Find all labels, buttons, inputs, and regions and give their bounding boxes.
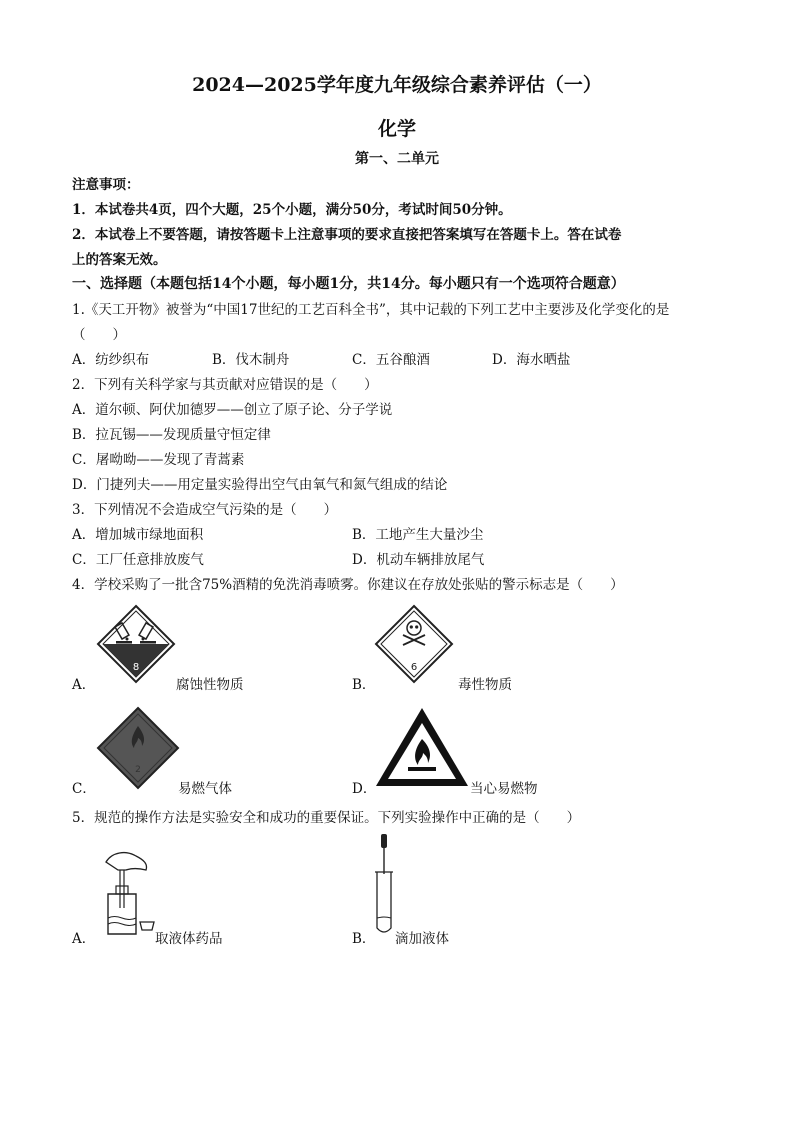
notes-item-1: 1．本试卷共4页，四个大题，25个小题，满分50分，考试时间50分钟。	[72, 202, 512, 218]
flammable-gas-sign-icon	[96, 706, 180, 790]
notes-heading: 注意事项：	[72, 177, 140, 193]
q3-option-d: D．机动车辆排放尾气	[352, 552, 485, 568]
unit-subtitle: 第一、二单元	[355, 151, 439, 167]
q4-label-d: 当心易燃物	[470, 781, 538, 797]
subject-title: 化学	[377, 118, 416, 140]
q2-option-b: B．拉瓦锡——发现质量守恒定律	[72, 427, 271, 443]
q1-stem-line2: （ ）	[72, 327, 126, 343]
q3-option-a: A．增加城市绿地面积	[72, 527, 204, 543]
add-liquid-dropper-icon	[372, 832, 396, 940]
q4-letter-a: A．	[72, 677, 96, 693]
q5-label-a: 取液体药品	[155, 931, 223, 947]
q2-option-c: C．屠呦呦——发现了青蒿素	[72, 452, 245, 468]
take-liquid-reagent-icon	[96, 848, 158, 940]
q4-label-b: 毒性物质	[458, 677, 512, 693]
q1-stem-line1: 1.《天工开物》被誉为“中国17世纪的工艺百科全书”，其中记载的下列工艺中主要涉及化学变化的是	[72, 302, 670, 318]
notes-item-2-line2: 上的答案无效。	[72, 252, 167, 268]
q1-option-b: B．伐木制舟	[212, 352, 290, 368]
sign-number-6: 6	[410, 662, 418, 673]
q1-option-d: D．海水晒盐	[492, 352, 571, 368]
section-1-heading: 一、选择题（本题包括14个小题，每小题1分，共14分。每小题只有一个选项符合题意）	[72, 276, 625, 292]
q3-option-c: C．工厂任意排放废气	[72, 552, 204, 568]
notes-item-2-line1: 2．本试卷上不要答题，请按答题卡上注意事项的要求直接把答案填写在答题卡上。答在试卷	[72, 227, 622, 243]
q5-label-b: 滴加液体	[395, 931, 449, 947]
q4-label-c: 易燃气体	[178, 781, 232, 797]
caution-flammable-sign-icon	[374, 705, 470, 789]
q4-label-a: 腐蚀性物质	[176, 677, 244, 693]
sign-number-2: 2	[135, 765, 141, 775]
q4-letter-d: D．	[352, 781, 377, 797]
q1-option-c: C．五谷酿酒	[352, 352, 430, 368]
sign-number-8: 8	[132, 662, 140, 673]
q2-option-d: D．门捷列夫——用定量实验得出空气由氧气和氮气组成的结论	[72, 477, 448, 493]
corrosive-sign-icon	[96, 604, 176, 684]
toxic-sign-icon	[374, 604, 454, 684]
q3-option-b: B．工地产生大量沙尘	[352, 527, 484, 543]
q2-stem: 2．下列有关科学家与其贡献对应错误的是（ ）	[72, 377, 378, 393]
q4-stem: 4．学校采购了一批含75%酒精的免洗消毒喷雾。你建议在存放处张贴的警示标志是（ ）	[72, 577, 624, 593]
q2-option-a: A．道尔顿、阿伏加德罗——创立了原子论、分子学说	[72, 402, 393, 418]
q5-letter-a: A．	[72, 931, 96, 947]
q3-stem: 3．下列情况不会造成空气污染的是（ ）	[72, 502, 338, 518]
q4-letter-b: B．	[352, 677, 376, 693]
q1-option-a: A．纺纱织布	[72, 352, 150, 368]
q5-stem: 5．规范的操作方法是实验安全和成功的重要保证。下列实验操作中正确的是（ ）	[72, 810, 581, 826]
q4-letter-c: C．	[72, 781, 96, 797]
q5-letter-b: B．	[352, 931, 376, 947]
page-title: 2024—2025学年度九年级综合素养评估（一）	[192, 74, 602, 96]
